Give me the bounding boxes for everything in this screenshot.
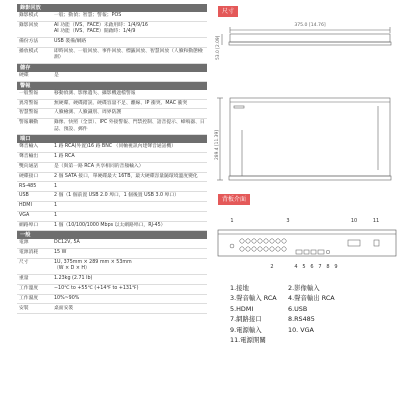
rear-panel-drawing: [212, 210, 402, 290]
spec-value: 移動偵測、影像遺失、攝影機遮檔警報: [54, 90, 136, 96]
spec-value: 10%~90%: [54, 295, 80, 301]
spec-row: [17, 72, 207, 82]
rj45-port: [311, 250, 316, 254]
spec-value: 2 個 SATA 接口，單硬碟最大 16TB，最大硬碟容量隨環境溫度變化: [54, 173, 198, 179]
spec-value: 1.23kg (2.71 lb): [54, 276, 93, 282]
legend-item: 2.影像輸入: [288, 284, 320, 292]
spec-row: [17, 249, 207, 259]
spec-value: 15 W: [54, 250, 67, 256]
section-header: 儲存: [17, 64, 207, 72]
spec-label: 智慧警報: [19, 110, 39, 116]
spec-label: 異常警報: [19, 100, 39, 106]
legend-item: [288, 335, 346, 345]
legend-row: [230, 304, 380, 314]
callout-number: 2: [270, 264, 274, 270]
legend-item: 3.聲音輸入 RCA: [230, 294, 277, 303]
section-header: 端口: [17, 135, 207, 143]
spec-value: 1: [54, 212, 58, 218]
spec-value: AI 功能（IVS、FACE）未啟用時：1/4/9/16 AI 功能（IVS、FACE）開啟時：1/4/9: [54, 22, 148, 35]
bnc-connector: [252, 239, 256, 243]
hdmi-port: [296, 250, 302, 254]
bnc-connector: [276, 247, 280, 251]
spec-row: [17, 109, 207, 119]
rear-legend: [230, 283, 380, 345]
spec-value: 2 個（1 個前置 USB 2.0 埠口，1 個後置 USB 3.0 埠口）: [54, 193, 179, 199]
spec-value: 是: [54, 73, 59, 79]
spec-label: 一般警報: [19, 90, 39, 96]
spec-row: [17, 90, 207, 100]
legend-row: [230, 314, 380, 324]
callout-number: 6: [310, 264, 314, 270]
usb-port: [304, 250, 309, 254]
spec-row: [17, 202, 207, 212]
spec-row: [17, 182, 207, 192]
spec-row: [17, 100, 207, 110]
spec-value: 1 路 RCA(外置)16 路 BNC （同軸視訊內建聲音通話機）: [54, 144, 177, 150]
legend-item: 9.電源輸入: [230, 325, 262, 334]
spec-label: 工作溫度: [19, 286, 39, 291]
bnc-connector: [246, 247, 250, 251]
bnc-connector: [240, 247, 244, 251]
spec-label: 硬碟接口: [19, 173, 39, 179]
top-view-front: [230, 34, 390, 42]
dimension-drawing: [212, 0, 402, 200]
spec-value: 1U, 375mm × 289 mm × 53mm （W × D × H）: [54, 260, 132, 272]
legend-item: 11.電源開關: [230, 336, 266, 345]
spec-label: HDMI: [19, 203, 32, 209]
spec-row: [17, 38, 207, 48]
spec-label: 聲音輸入: [19, 144, 39, 150]
bnc-connector: [258, 239, 262, 243]
rs485-port: [318, 250, 324, 254]
spec-row: [17, 304, 207, 314]
spec-row: [17, 192, 207, 202]
spec-value: 1: [54, 203, 58, 209]
bnc-connector: [276, 239, 280, 243]
spec-row: [17, 163, 207, 173]
bnc-connector: [246, 239, 250, 243]
dim-width-label: 375.0 [14.76]: [294, 23, 326, 28]
legend-item: 4.聲音輸出 RCA: [288, 294, 335, 303]
spec-row: [17, 259, 207, 275]
spec-row: [17, 153, 207, 163]
dim-depth-label: 289.4 [11.39]: [215, 130, 220, 160]
legend-item: 5.HDMI: [230, 304, 254, 313]
spec-row: [17, 12, 207, 22]
power-input: [326, 250, 330, 254]
callout-number: 8: [326, 264, 330, 270]
callout-number: 4: [294, 264, 298, 270]
spec-label: RS-485: [19, 183, 37, 189]
spec-label: 電源消耗: [19, 250, 39, 256]
spec-row: [17, 119, 207, 135]
spec-label: 警報聯動: [19, 120, 39, 126]
spec-row: [17, 48, 207, 64]
spec-label: 硬碟: [19, 73, 29, 79]
spec-value: 1 個（10/100/1000 Mbps 以太網路埠口，RJ-45）: [54, 222, 166, 228]
callout-number: 7: [318, 264, 322, 270]
section-header: 警報: [17, 82, 207, 90]
spec-label: 錄影回放: [19, 22, 39, 28]
callout-number: 10: [350, 218, 358, 224]
legend-item: 6.USB: [288, 304, 308, 313]
spec-table: [17, 4, 207, 314]
bnc-connector: [282, 239, 286, 243]
callout-number: 3: [286, 218, 290, 224]
bnc-connectors: [240, 239, 286, 251]
section-header: 錄影回放: [17, 4, 207, 12]
spec-row: [17, 222, 207, 232]
spec-value: 1 路 RCA: [54, 154, 75, 160]
spec-value: DC12V, 5A: [54, 240, 80, 246]
spec-value: 人臉檢測、人臉識別、周界防護: [54, 110, 122, 116]
vga-port: [348, 240, 360, 246]
spec-label: 安裝: [19, 305, 29, 311]
section-header: 一般: [17, 231, 207, 239]
legend-row: [230, 283, 380, 293]
legend-row: [230, 293, 380, 303]
spec-label: 聲音輸出: [19, 154, 39, 160]
spec-value: −10℃ to +55℃ (+14℉ to +131℉): [54, 286, 139, 291]
spec-label: 工作濕度: [19, 295, 39, 301]
spec-row: [17, 212, 207, 222]
spec-label: 網路埠口: [19, 222, 39, 228]
spec-value: 錄像、快照（全景）、IPC 外接警報、門禁控制、語音提示、蜂鳴器、日誌、預設、郵件: [54, 120, 205, 132]
spec-value: 是（與第一路 RCA 共享相同的音頻輸入）: [54, 164, 144, 169]
bnc-connector: [270, 239, 274, 243]
callout-number: 5: [302, 264, 306, 270]
spec-label: 播放模式: [19, 48, 39, 54]
ground-terminal: [230, 244, 234, 248]
bnc-connector: [264, 239, 268, 243]
legend-row: [230, 335, 380, 345]
spec-value: 即時回放、一般回放、事件回放、標籤回放、智慧回放（人臉和動態檢測）: [54, 48, 203, 61]
drawings-panel: [212, 0, 402, 410]
spec-value: 1: [54, 183, 58, 189]
rear-panel-tag: 背板介面: [218, 194, 250, 205]
spec-row: [17, 173, 207, 183]
callout-number: 1: [230, 218, 234, 224]
spec-row: [17, 239, 207, 249]
bnc-connector: [240, 239, 244, 243]
spec-row: [17, 295, 207, 305]
spec-label: 雙向通話: [19, 164, 39, 169]
callout-number: 11: [372, 218, 380, 224]
spec-label: 電源: [19, 240, 29, 246]
legend-row: [230, 325, 380, 335]
legend-item: 10. VGA: [288, 325, 314, 334]
legend-item: 8.RS485: [288, 315, 315, 324]
spec-label: VGA: [19, 212, 30, 218]
spec-label: 備份方法: [19, 39, 39, 45]
spec-row: [17, 275, 207, 285]
spec-row: [17, 285, 207, 295]
bnc-connector: [270, 247, 274, 251]
spec-row: [17, 22, 207, 38]
spec-value: 一般；動偵；智慧；警報；POS: [54, 13, 122, 19]
dim-height-label: 53.0 [2.09]: [216, 35, 221, 60]
spec-value: 無硬碟、硬碟錯誤、硬碟容量不足、離線、IP 衝突、MAC 衝突: [54, 100, 188, 106]
legend-item: 1.接地: [230, 284, 249, 292]
spec-value: USB 裝備/網路: [54, 39, 87, 45]
bnc-connector: [252, 247, 256, 251]
bnc-connector: [282, 247, 286, 251]
spec-label: 重量: [19, 276, 29, 282]
bnc-connector: [258, 247, 262, 251]
dimension-tag: 尺寸: [218, 6, 238, 17]
legend-item: 7.網路接口: [230, 315, 262, 324]
spec-label: 尺寸: [19, 260, 29, 266]
spec-value: 桌面安裝: [54, 305, 74, 311]
spec-row: [17, 143, 207, 153]
callout-number: 9: [334, 264, 338, 270]
power-switch: [374, 240, 379, 246]
spec-label: 錄影模式: [19, 13, 39, 19]
top-view-body: [230, 98, 390, 176]
spec-label: USB: [19, 193, 29, 199]
bnc-connector: [264, 247, 268, 251]
